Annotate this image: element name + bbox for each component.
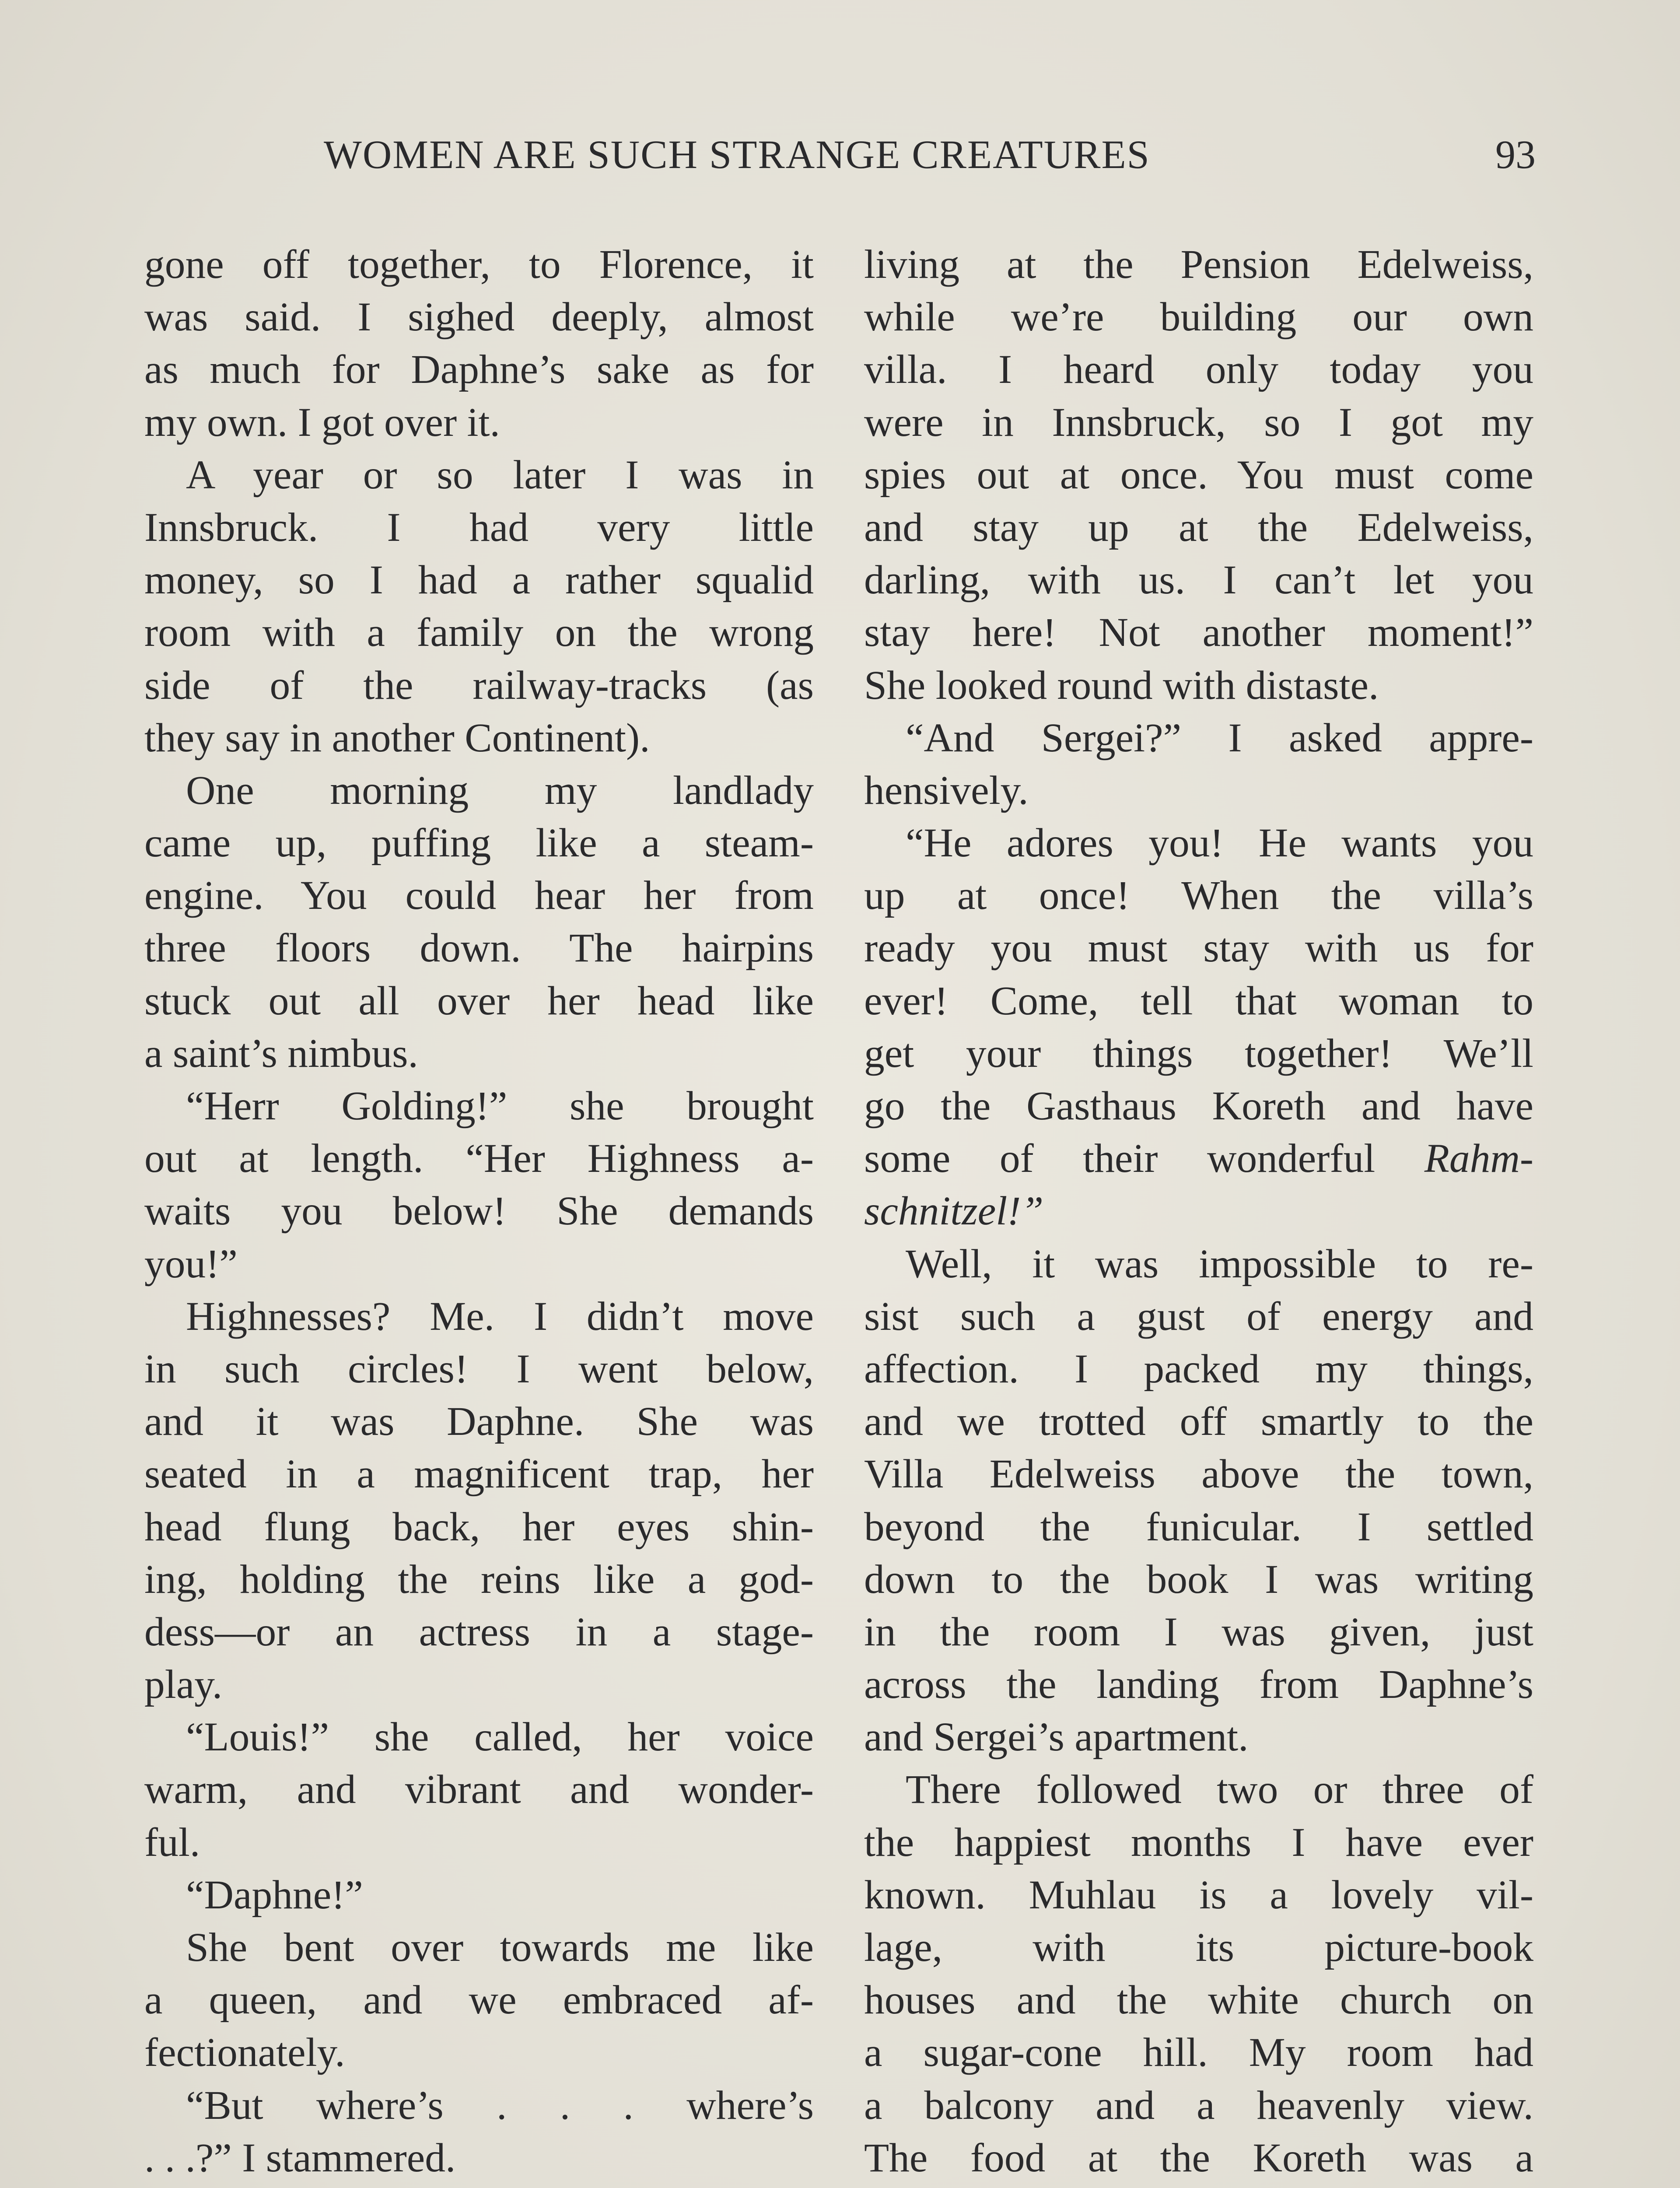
text-line: side of the railway-tracks (as	[144, 663, 814, 708]
text-line: “Herr Golding!” she brought	[186, 1083, 814, 1129]
text-line: There followed two or three of	[906, 1767, 1533, 1813]
text-line: play.	[144, 1662, 223, 1708]
text-line: ful.	[144, 1820, 200, 1865]
text-line: were in Innsbruck, so I got my	[864, 400, 1533, 445]
text-line: A year or so later I was in	[186, 452, 814, 498]
text-line: stuck out all over her head like	[144, 978, 814, 1024]
text-line: go the Gasthaus Koreth and have	[864, 1083, 1533, 1129]
text-line: Innsbruck. I had very little	[144, 505, 814, 550]
text-line	[864, 2184, 1533, 2188]
text-line: She looked round with distaste.	[864, 663, 1379, 708]
text-line: stay here! Not another moment!”	[864, 610, 1533, 656]
text-line: in the room I was given, just	[864, 1609, 1533, 1655]
text-line: Highnesses? Me. I didn’t move	[186, 1294, 814, 1339]
text-line: ready you must stay with us for	[864, 926, 1533, 971]
text-line: villa. I heard only today you	[864, 347, 1533, 393]
text-line: beyond the funicular. I settled	[864, 1504, 1533, 1550]
text-line: . . .?” I stammered.	[144, 2135, 456, 2181]
text-line: hensively.	[864, 768, 1029, 813]
text-line: “Daphne!”	[186, 1872, 363, 1918]
text-line: Well, it was impossible to re-	[906, 1241, 1533, 1287]
text-line: a balcony and a heavenly view.	[864, 2083, 1533, 2128]
text-line: and we trotted off smartly to the	[864, 1399, 1533, 1445]
text-line: and stay up at the Edelweiss,	[864, 505, 1533, 550]
text-line: known. Muhlau is a lovely vil-	[864, 1872, 1533, 1918]
text-line: gone off together, to Florence, it	[144, 242, 814, 287]
text-line: The food at the Koreth was a	[864, 2135, 1533, 2181]
text-line: a saint’s nimbus.	[144, 1031, 418, 1076]
text-line: a queen, and we embraced af-	[144, 1978, 814, 2023]
text-line: ing, holding the reins like a god-	[144, 1557, 814, 1602]
text-line: “And Sergei?” I asked appre-	[906, 715, 1533, 761]
text-column-right	[864, 238, 1533, 2188]
text-line: and it was Daphne. She was	[144, 1399, 814, 1445]
text-line: you!”	[144, 1241, 238, 1287]
text-line: money, so I had a rather squalid	[144, 558, 814, 603]
text-line: as much for Daphne’s sake as for	[144, 347, 814, 393]
running-title: WOMEN ARE SUCH STRANGE CREATURES	[324, 132, 1150, 177]
text-line: they say in another Continent).	[144, 715, 650, 761]
text-line: living at the Pension Edelweiss,	[864, 242, 1533, 287]
text-line: She bent over towards me like	[186, 1925, 814, 1970]
text-line: schnitzel!”	[864, 1189, 1044, 1234]
text-line: houses and the white church on	[864, 1978, 1533, 2023]
text-line: across the landing from Daphne’s	[864, 1662, 1533, 1708]
page-header	[144, 131, 1536, 184]
text-line	[144, 2184, 814, 2188]
text-line: engine. You could hear her from	[144, 873, 814, 919]
text-line: room with a family on the wrong	[144, 610, 814, 656]
text-line: One morning my landlady	[186, 768, 814, 813]
text-line: three floors down. The hairpins	[144, 926, 814, 971]
text-line: sist such a gust of energy and	[864, 1294, 1533, 1339]
text-column-left	[144, 238, 814, 2188]
text-line: in such circles! I went below,	[144, 1346, 814, 1392]
text-line: fectionately.	[144, 2030, 345, 2076]
text-line: my own. I got over it.	[144, 400, 500, 445]
text-line: lage, with its picture-book	[864, 1925, 1533, 1970]
text-line: “He adores you! He wants you	[906, 820, 1533, 866]
text-line: Villa Edelweiss above the town,	[864, 1452, 1533, 1497]
text-line: the happiest months I have ever	[864, 1820, 1533, 1865]
text-line: while we’re building our own	[864, 295, 1533, 340]
text-line: spies out at once. You must come	[864, 452, 1533, 498]
text-line: came up, puffing like a steam-	[144, 820, 814, 866]
text-line: warm, and vibrant and wonder-	[144, 1767, 814, 1813]
text-line: waits you below! She demands	[144, 1189, 814, 1234]
text-line: down to the book I was writing	[864, 1557, 1533, 1602]
text-line: head flung back, her eyes shin-	[144, 1504, 814, 1550]
text-line: out at length. “Her Highness a-	[144, 1136, 814, 1182]
text-line: up at once! When the villa’s	[864, 873, 1533, 919]
text-line: darling, with us. I can’t let you	[864, 558, 1533, 603]
text-line: ever! Come, tell that woman to	[864, 978, 1533, 1024]
text-line: “But where’s . . . where’s	[186, 2083, 814, 2128]
text-line: some of their wonderful Rahm-	[864, 1136, 1533, 1182]
text-line: and Sergei’s apartment.	[864, 1715, 1249, 1760]
text-line: get your things together! We’ll	[864, 1031, 1533, 1076]
text-line: seated in a magnificent trap, her	[144, 1452, 814, 1497]
text-line: affection. I packed my things,	[864, 1346, 1533, 1392]
text-line: dess—or an actress in a stage-	[144, 1609, 814, 1655]
text-line: “Louis!” she called, her voice	[186, 1715, 814, 1760]
text-line: was said. I sighed deeply, almost	[144, 295, 814, 340]
text-line: a sugar-cone hill. My room had	[864, 2030, 1533, 2076]
page-number: 93	[1495, 132, 1536, 177]
